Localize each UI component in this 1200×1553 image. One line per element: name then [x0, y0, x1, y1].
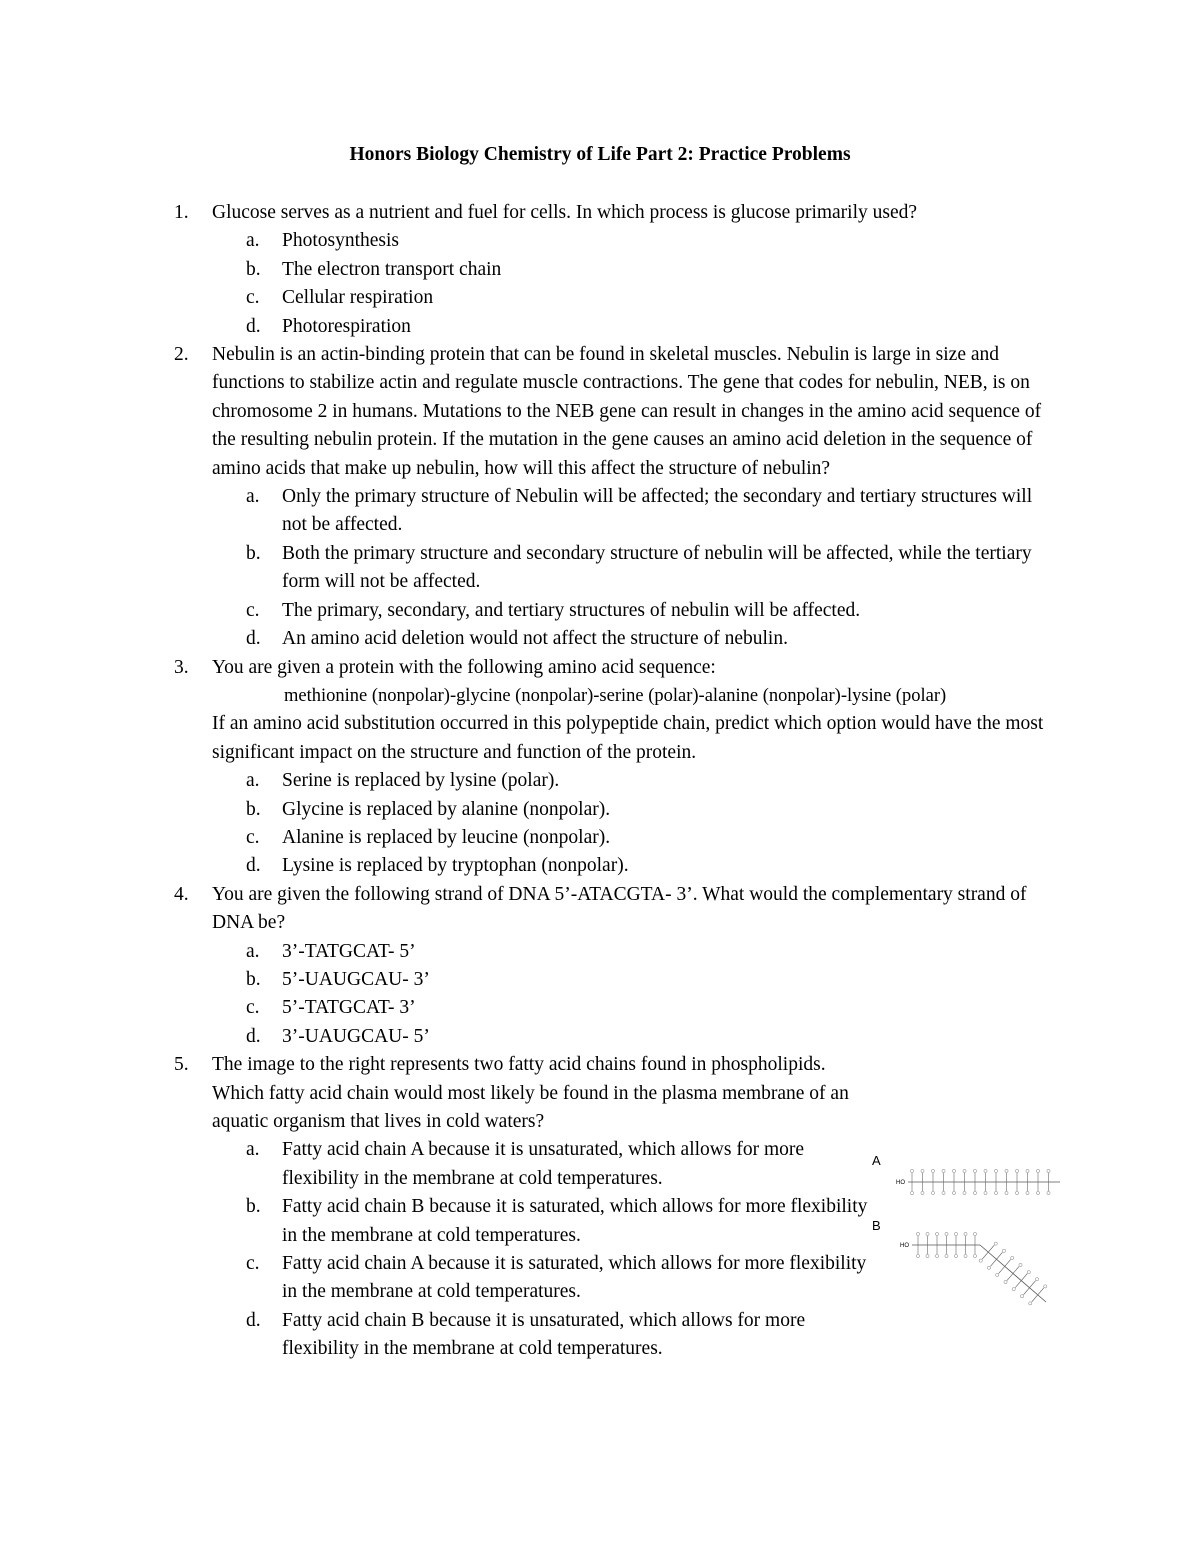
- answer-option: [212, 994, 1060, 1022]
- chain-a-hydrogen: [984, 1169, 987, 1172]
- answer-option: [212, 597, 1060, 625]
- answer-option: [212, 540, 1060, 597]
- option-letter: d.: [246, 1025, 261, 1047]
- option-text: Only the primary structure of Nebulin will be affected; the secondary and tertiary structures will not be affected.: [282, 486, 1033, 536]
- option-letter: b.: [246, 798, 261, 820]
- answer-option: [212, 796, 1060, 824]
- fatty-acid-figure: [868, 1150, 1068, 1315]
- amino-acid-sequence: methionine (nonpolar)-glycine (nonpolar)-serine (polar)-alanine (nonpolar)-lysine (polar): [284, 685, 947, 706]
- chain-b-hydrogen: [1029, 1302, 1032, 1305]
- chain-a-hydrogen: [931, 1169, 934, 1172]
- option-letter: c.: [246, 1253, 260, 1275]
- chain-a-hydrogen: [963, 1169, 966, 1172]
- fatty-acid-chain-b: [900, 1232, 1047, 1305]
- chain-b-hydrogen: [945, 1254, 948, 1257]
- chain-b-hydrogen: [916, 1254, 919, 1257]
- answer-option: [212, 284, 1060, 312]
- chain-b-hydrogen: [987, 1266, 990, 1269]
- chain-a-hydrogen: [921, 1169, 924, 1172]
- chain-b-hydrogen: [935, 1254, 938, 1257]
- chain-b-hydrogen: [1004, 1280, 1007, 1283]
- option-text: Fatty acid chain A because it is saturated, which allows for more flexibility in the membrane at cold temperatures.: [282, 1253, 867, 1303]
- chain-a-hydrogen: [1026, 1191, 1029, 1194]
- option-letter: c.: [246, 599, 260, 621]
- question-number: 5.: [174, 1054, 189, 1076]
- option-letter: a.: [246, 1139, 260, 1161]
- chain-b-bond: [1024, 1281, 1036, 1295]
- chain-a-hydrogen: [1036, 1169, 1039, 1172]
- chain-a-hydrogen: [1036, 1191, 1039, 1194]
- chain-b-hydrogen: [926, 1232, 929, 1235]
- answer-option: [212, 625, 1060, 653]
- option-text: Photorespiration: [282, 315, 411, 337]
- question-text-continued: If an amino acid substitution occurred in this polypeptide chain, predict which option would have the most significant impact on the structure and function of the protein.: [212, 713, 1044, 763]
- option-text: The electron transport chain: [282, 258, 502, 280]
- chain-a-hydrogen: [1005, 1169, 1008, 1172]
- chain-b-hydrogen: [994, 1242, 997, 1245]
- option-letter: d.: [246, 1309, 261, 1331]
- fatty-acid-chain-a: [896, 1169, 1060, 1194]
- answer-option: [212, 824, 1060, 852]
- chain-a-hydrogen: [952, 1191, 955, 1194]
- chain-a-hydrogen: [973, 1191, 976, 1194]
- chain-a-hydrogen: [1047, 1169, 1050, 1172]
- chain-a-hydrogen: [1026, 1169, 1029, 1172]
- answer-option: [212, 1193, 870, 1250]
- chain-b-hydrogen: [954, 1232, 957, 1235]
- option-letter: d.: [246, 315, 261, 337]
- option-letter: c.: [246, 997, 260, 1019]
- answer-option: [212, 1250, 870, 1307]
- option-text: Fatty acid chain B because it is saturated, which allows for more flexibility in the membrane at cold temperatures.: [282, 1196, 868, 1246]
- option-letter: c.: [246, 287, 260, 309]
- question-text: Nebulin is an actin-binding protein that can be found in skeletal muscles. Nebulin is large in size and functions to stabilize actin and regulate muscle contractions. The gene that codes for nebulin, NEB, is on chromosome 2 in humans. Mutations to the NEB gene can result in changes in the amino acid sequence of the resulting nebulin protein. If the mutation in the gene causes an amino acid deletion in the sequence of amino acids that make up nebulin, how will this affect the structure of nebulin?: [212, 344, 1042, 479]
- option-letter: c.: [246, 826, 260, 848]
- chain-a-hydrogen: [963, 1191, 966, 1194]
- answer-option: [212, 767, 1060, 795]
- chain-a-head: HO: [896, 1180, 905, 1186]
- chain-b-bond: [991, 1252, 1003, 1266]
- option-text: Fatty acid chain B because it is unsaturated, which allows for more flexibility in the membrane at cold temperatures.: [282, 1309, 806, 1360]
- option-letter: a.: [246, 230, 260, 252]
- chain-b-hydrogen: [973, 1254, 976, 1257]
- option-letter: d.: [246, 628, 261, 650]
- option-text: Serine is replaced by lysine (polar).: [282, 770, 560, 792]
- chain-b-hydrogen: [1027, 1271, 1030, 1274]
- chain-b-bond: [982, 1245, 994, 1259]
- option-letter: b.: [246, 1196, 261, 1218]
- option-letter: a.: [246, 770, 260, 792]
- option-text: 3’-UAUGCAU- 5’: [282, 1025, 430, 1047]
- chain-b-hydrogen: [945, 1232, 948, 1235]
- option-text: 5’-UAUGCAU- 3’: [282, 968, 430, 990]
- answer-option: [212, 483, 1060, 540]
- question-text: Glucose serves as a nutrient and fuel for cells. In which process is glucose primarily used?: [212, 202, 918, 223]
- chain-b-hydrogen: [1012, 1288, 1015, 1291]
- chain-a-hydrogen: [994, 1191, 997, 1194]
- chain-b-hydrogen: [1011, 1256, 1014, 1259]
- option-text: An amino acid deletion would not affect the structure of nebulin.: [282, 628, 788, 650]
- option-text: Both the primary structure and secondary structure of nebulin will be affected, while the tertiary form will not be affected.: [282, 542, 1032, 593]
- chain-a-hydrogen: [952, 1169, 955, 1172]
- option-text: Cellular respiration: [282, 287, 434, 309]
- answer-option: [212, 227, 1060, 255]
- chain-b-bond: [1015, 1274, 1027, 1288]
- chain-a-hydrogen: [1005, 1191, 1008, 1194]
- option-letter: b.: [246, 542, 261, 564]
- chain-b-bond: [1032, 1288, 1044, 1302]
- chain-a-hydrogen: [921, 1191, 924, 1194]
- chain-a-hydrogen: [910, 1169, 913, 1172]
- answer-option: [212, 1136, 870, 1193]
- chain-a-hydrogen: [910, 1191, 913, 1194]
- question-1: [0, 199, 1200, 341]
- option-letter: a.: [246, 940, 260, 962]
- chain-b-hydrogen: [979, 1259, 982, 1262]
- chain-a-hydrogen: [1015, 1191, 1018, 1194]
- option-text: Fatty acid chain A because it is unsaturated, which allows for more flexibility in the membrane at cold temperatures.: [282, 1139, 805, 1189]
- chain-a-hydrogen: [1047, 1191, 1050, 1194]
- chain-b-hydrogen: [1020, 1295, 1023, 1298]
- answer-option: [212, 1023, 1060, 1051]
- chain-a-hydrogen: [984, 1191, 987, 1194]
- chain-a-hydrogen: [973, 1169, 976, 1172]
- figure-label-a: A: [872, 1153, 881, 1168]
- option-text: Alanine is replaced by leucine (nonpolar).: [282, 826, 611, 848]
- option-text: 3’-TATGCAT- 5’: [282, 940, 416, 962]
- answer-option: [212, 966, 1060, 994]
- figure-label-b: B: [872, 1218, 881, 1233]
- chain-b-bond: [1007, 1267, 1019, 1281]
- page-title: Honors Biology Chemistry of Life Part 2: Practice Problems: [349, 144, 851, 165]
- question-3: [0, 654, 1200, 881]
- chain-b-bond: [999, 1259, 1011, 1273]
- question-number: 3.: [174, 656, 189, 678]
- question-number: 1.: [174, 202, 189, 223]
- answer-option: [212, 1307, 870, 1364]
- chain-a-hydrogen: [931, 1191, 934, 1194]
- option-letter: b.: [246, 258, 261, 280]
- chain-b-hydrogen: [935, 1232, 938, 1235]
- option-text: Glycine is replaced by alanine (nonpolar).: [282, 798, 611, 820]
- option-letter: b.: [246, 968, 261, 990]
- chain-b-hydrogen: [1019, 1263, 1022, 1266]
- option-text: Photosynthesis: [282, 230, 400, 252]
- chain-b-hydrogen: [1044, 1285, 1047, 1288]
- answer-option: [212, 852, 1060, 880]
- option-letter: a.: [246, 486, 260, 508]
- question-2: [0, 341, 1200, 653]
- question-text: You are given a protein with the following amino acid sequence:: [212, 656, 716, 678]
- chain-b-hydrogen: [964, 1232, 967, 1235]
- option-letter: d.: [246, 855, 261, 877]
- option-text: Lysine is replaced by tryptophan (nonpolar).: [282, 855, 629, 877]
- chain-b-hydrogen: [926, 1254, 929, 1257]
- chain-b-hydrogen: [973, 1232, 976, 1235]
- question-text: You are given the following strand of DNA 5’-ATACGTA- 3’. What would the complementary strand of DNA be?: [212, 883, 1027, 934]
- question-number: 4.: [174, 883, 189, 905]
- question-4: [0, 881, 1200, 1051]
- answer-option: [212, 256, 1060, 284]
- option-text: The primary, secondary, and tertiary structures of nebulin will be affected.: [282, 599, 861, 621]
- chain-a-hydrogen: [942, 1191, 945, 1194]
- chain-b-hydrogen: [1002, 1249, 1005, 1252]
- chain-b-hydrogen: [964, 1254, 967, 1257]
- chain-a-hydrogen: [1015, 1169, 1018, 1172]
- chain-b-hydrogen: [916, 1232, 919, 1235]
- answer-option: [212, 938, 1060, 966]
- chain-a-hydrogen: [994, 1169, 997, 1172]
- chain-b-head: HO: [900, 1243, 909, 1249]
- question-number: 2.: [174, 344, 189, 366]
- chain-b-hydrogen: [1035, 1278, 1038, 1281]
- chain-b-hydrogen: [954, 1254, 957, 1257]
- chain-a-hydrogen: [942, 1169, 945, 1172]
- chain-b-hydrogen: [996, 1273, 999, 1276]
- option-text: 5’-TATGCAT- 3’: [282, 997, 416, 1019]
- question-text: The image to the right represents two fatty acid chains found in phospholipids. Which fatty acid chain would most likely be found in the plasma membrane of an aquatic organism that lives in cold waters?: [212, 1054, 849, 1132]
- answer-option: [212, 313, 1060, 341]
